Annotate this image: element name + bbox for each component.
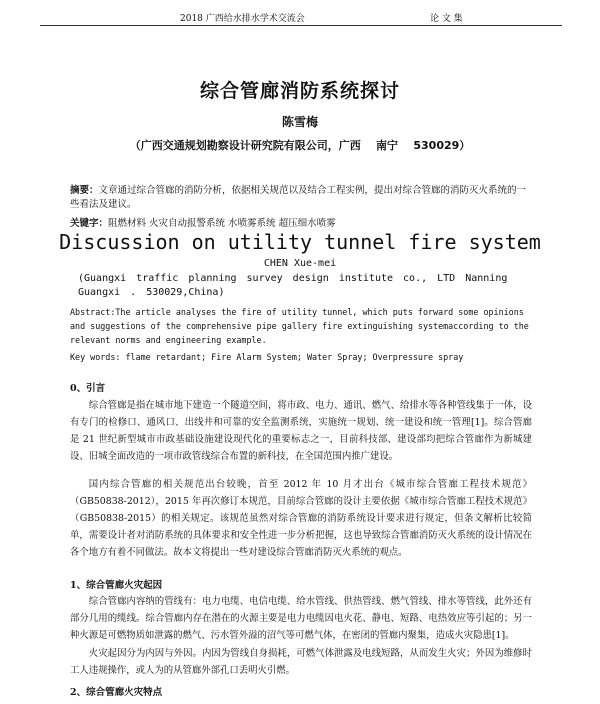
english-affiliation: (Guangxi traffic planning survey design institute co., LTD Nanning Guangxi . 530029,China) xyxy=(78,273,508,298)
section-1-body xyxy=(70,593,532,644)
affiliation: （广西交通规划勘察设计研究院有限公司，广西 南宁 530029） xyxy=(129,139,471,152)
header-conference: 2018 广西给水排水学术交流会 xyxy=(180,14,305,24)
abstract-cn-label: 摘要： xyxy=(70,185,99,196)
section-1-heading: 1、综合管廊火灾起因 xyxy=(70,580,163,591)
english-title: Discussion on utility tunnel fire system xyxy=(59,230,541,254)
abstract-cn xyxy=(70,184,535,212)
author: 陈雪梅 xyxy=(281,115,318,129)
abstract-cn-text: 文章通过综合管廊的消防分析，依据相关规范以及结合工程实例，提出对综合管廊的消防灭火系统的一些看法及建议。 xyxy=(70,185,527,210)
intro-body xyxy=(70,397,532,465)
header-proceedings: 论 文 集 xyxy=(430,14,463,24)
keywords-cn-label: 关键字： xyxy=(70,218,109,229)
section-1-paragraph-2: 火灾起因分为内因与外因。内因为管线自身损耗，可燃气体泄露及电线短路，从而发生火灾；外因为维修时工人违规操作，或人为的从管廊外部孔口丢明火引燃。 xyxy=(70,648,532,676)
english-keywords: Key words: flame retardant; Fire Alarm System; Water Spray; Overpressure spray xyxy=(70,352,464,362)
keywords-cn-text: 阻燃材料 火灾自动报警系统 水喷雾系统 超压细水喷雾 xyxy=(108,218,336,229)
running-header xyxy=(0,11,600,25)
intro-heading: 0、引言 xyxy=(70,383,106,394)
paper-title: 综合管廊消防系统探讨 xyxy=(199,80,400,102)
section-2-heading: 2、综合管廊火灾特点 xyxy=(70,687,163,698)
english-abstract: Abstract:The article analyses the fire of utility tunnel, which puts forward some opinions and suggestions of the comprehensive pipe gallery fire extinguishing systemaccording to the relevant norms and engineering example. xyxy=(70,307,529,345)
intro-paragraph-1: 综合管廊是指在城市地下建造一个隧道空间，将市政、电力、通讯、燃气、给排水等各种管线集于一体，设有专门的检修口、通风口、出线井和可靠的安全监测系统，实施统一规划、统一建设和统一管理[1]。综合管廊是 21 世纪新型城市市政基础设施建设现代化的重要标志之一，目前科技部、建设部均把综合管廊作为新城建设、旧城全面改造的一项市政管线综合布置的新科技，在全国范围内推广建设。 xyxy=(70,400,532,462)
intro-body-2 xyxy=(70,476,532,561)
keywords-cn xyxy=(70,217,535,231)
section-1-paragraph-1: 综合管廊内容纳的管线有：电力电缆、电信电缆、给水管线、供热管线、燃气管线、排水等管线，此外还有部分几用的缆线。综合管廊内存在潜在的火源主要是电力电缆因电火花、静电、短路、电热效应等引起的；另一种火源是可燃物质如泄露的燃气、污水管外溢的沼气等可燃气体，在密闭的管廊内聚集，造成火灾隐患[1]。 xyxy=(70,596,532,641)
intro-paragraph-2: 国内综合管廊的相关规范出台较晚，首至 2012 年 10 月才出台《城市综合管廊工程技术规范》（GB50838-2012），2015 年再次修订本规范，目前综合管廊的设计主要依据《城市综合管廊工程技术规范》（GB50838-2015）的相关规定。该规范虽然对综合管廊的消防系统设计要求进行规定，但条文解析比较简单，需要设计者对消防系统的具体要求和安全性进一步分析把握，这也导致综合管廊消防灭火系统的设计情况在各个地方有着不同做法。故本文将提出一些对建设综合管廊消防灭火系统的观点。 xyxy=(70,479,532,558)
header-rule xyxy=(40,25,562,26)
english-author: CHEN Xue-mei xyxy=(263,258,337,269)
section-1-body-2 xyxy=(70,645,532,679)
